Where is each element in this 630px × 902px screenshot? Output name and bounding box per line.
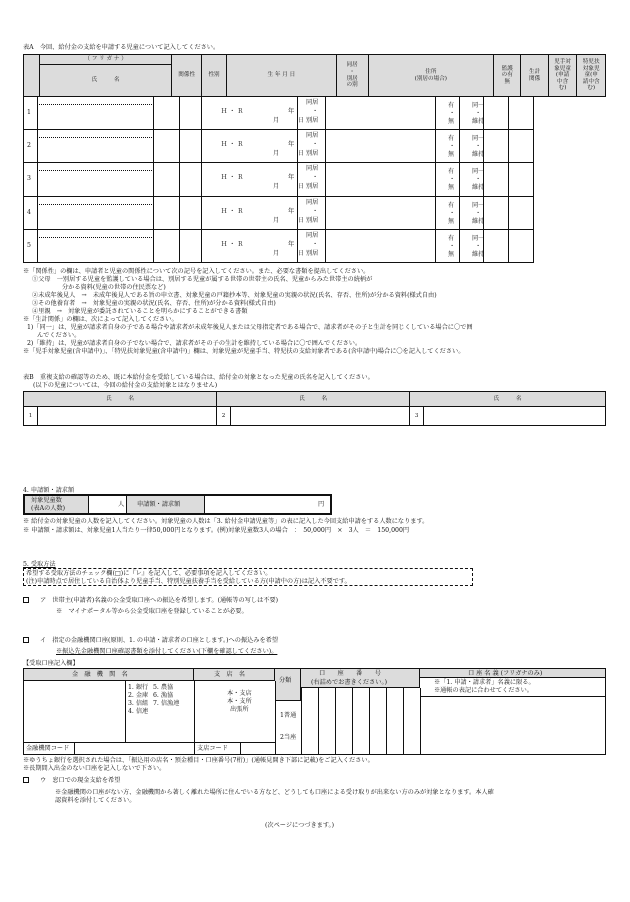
date-year-label: 年: [288, 240, 295, 248]
birthdate-cell[interactable]: [201, 229, 298, 263]
option-b-checkbox[interactable]: [23, 637, 29, 643]
table-b-num-1: 1: [24, 407, 38, 426]
table-a-title: 表A 今回、給付金の支給を申請する児童について記入してください。: [23, 44, 220, 51]
cohab-option-2: 別居: [306, 249, 319, 257]
account-digit-box[interactable]: [318, 688, 336, 755]
address-header: 住所 (別居の場合): [368, 55, 494, 97]
livelihood-option-1: 同一: [472, 102, 485, 109]
date-era-label: Ｈ ・ Ｒ: [221, 174, 244, 182]
holder-note-1: ※「1. 申請・請求者」名義に限る。: [434, 679, 535, 686]
holder-input[interactable]: [420, 697, 605, 754]
unit-person: 人: [118, 501, 125, 508]
special-allowance-header: 特児扶 対象児 童(申 請中含 む): [577, 55, 606, 97]
date-md-label: 月 日: [273, 183, 304, 191]
cohab-option-1: 同居: [306, 165, 319, 173]
row-number-label: 2: [27, 142, 31, 150]
livelihood-option-sep: ・: [475, 209, 482, 217]
cohab-option-2: 別居: [306, 216, 319, 224]
cohab-option-2: 別居: [306, 117, 319, 124]
special-allowance-cell[interactable]: [508, 229, 534, 263]
option-a-checkbox[interactable]: [23, 597, 29, 603]
custody-option-2: 無: [448, 118, 455, 125]
date-era-label: Ｈ ・ Ｒ: [221, 141, 244, 149]
livelihood-option-2: 維持: [472, 250, 485, 258]
furigana-divider: [37, 204, 154, 205]
sex-cell[interactable]: [179, 162, 202, 196]
row-number-label: 5: [27, 241, 31, 249]
child-allowance-cell[interactable]: [483, 129, 509, 163]
child-allowance-cell[interactable]: [483, 162, 509, 196]
cohab-option-1: 同居: [306, 99, 319, 106]
livelihood-option-2: 維持: [472, 217, 485, 225]
bank-type-6: 6. 漁協: [153, 692, 174, 699]
livelihood-option-1: 同一: [472, 234, 485, 242]
relation-cell[interactable]: [153, 229, 180, 263]
relation-header: 関係性: [172, 55, 202, 97]
custody-header: 監護 の有 無: [494, 55, 521, 97]
option-a-label: ア 世帯主(申請者)名義の公金受取口座への振込を希望します。(通帳等の写しは不要): [40, 597, 279, 604]
sex-cell[interactable]: [179, 96, 202, 130]
livelihood-option-2: 維持: [472, 184, 485, 192]
custody-option-1: 有: [448, 201, 455, 209]
livelihood-option-sep: ・: [475, 110, 482, 117]
account-number-header: 口 座 番 号 (右詰めでお書きください。): [301, 669, 420, 688]
section5-instruction-2: (注)申請時点で居住している自治体より児童手当、特別児童扶養手当を受給している方(申請中の方)は記入不要です。: [26, 578, 351, 585]
sex-cell[interactable]: [179, 229, 202, 263]
cohab-option-1: 同居: [306, 231, 319, 239]
table-b-name-header-1: 氏 名: [24, 392, 217, 407]
row-number-label: 4: [27, 208, 31, 216]
relation-cell[interactable]: [153, 129, 180, 163]
account-digit-box[interactable]: [403, 688, 421, 755]
relation-cell[interactable]: [153, 196, 180, 230]
cohab-option-1: 同居: [306, 132, 319, 140]
birth-header: 生 年 月 日: [227, 55, 337, 97]
custody-option-sep: ・: [449, 176, 456, 184]
account-digit-box[interactable]: [301, 688, 319, 755]
custody-option-sep: ・: [449, 143, 456, 151]
birthdate-cell[interactable]: [201, 96, 298, 130]
sex-cell[interactable]: [179, 129, 202, 163]
cohab-option-sep: ・: [312, 174, 319, 182]
address-cell[interactable]: [325, 96, 436, 130]
amount-label: 申請額・請求額: [127, 496, 205, 513]
address-cell[interactable]: [325, 162, 436, 196]
option-b-label: イ 指定の金融機関口座(原則、1. の申請・請求者の口座とします。)への振込みを希望: [40, 637, 279, 644]
table-b-name-cell-3[interactable]: [424, 407, 606, 426]
name-header: 氏 名: [39, 65, 171, 97]
option-c-note-2: 認資料を添付してください。: [55, 797, 136, 804]
relation-cell[interactable]: [153, 162, 180, 196]
child-count-label: 対象児童数 (表Aの人数): [25, 496, 89, 513]
continued-footer: (次ページにつづきます。): [265, 822, 335, 829]
option-c-note-1: ※金融機関の口座がない方、金融機関から著しく離れた場所に住んでいる方など、どうしても口座による受け取りが出来ない方のみが対象となります。本人確: [55, 789, 494, 796]
birthdate-cell[interactable]: [201, 196, 298, 230]
section4-note1: ※ 給付金の対象児童の人数を記入してください。対象児童の人数は「3. 給付金申請児童等」の表に記入した今回支給申請をする人数になります。: [23, 518, 429, 525]
bank-type-7: 7. 信漁連: [153, 700, 180, 707]
custody-option-1: 有: [448, 234, 455, 242]
livelihood-option-1: 同一: [472, 201, 485, 209]
section5-instruction-1: 希望する受取方法のチェック欄(□)に『レ』を記入して、必要事項を記入してください。: [26, 570, 272, 577]
form-page: 表A 今回、給付金の支給を申請する児童について記入してください。 （ フ リ ガ ナ ） 関係性 性別 生 年 月 日 同居 ・ 別居 の別 住所 (別居の場合) 監護 の有 無 生計 関係 児手対 象児童 (申請 中含 む) 特児扶 対象児 童(申 請中含 む) 氏 名 1 Ｈ ・ Ｒ 年 月 日 同居 ・ 別居 有 ・ 無 同一 ・ 維持 2 Ｈ ・ Ｒ 年 月 日 同居 ・ 別居 有 ・ 無 同一 ・ 維持 3 Ｈ ・ Ｒ 年 月 日 同居 ・ 別居 有 ・ 無 同一 ・ 維持 4 Ｈ ・ Ｒ 年 月 日 同居 ・ 別居 有 ・ 無 同一 ・ 維持 5 Ｈ ・ Ｒ 年 月 日 同居 ・ 別居 有 ・ 無 同一 ・ 維持 ※「関係性」の欄は、申請者と児童の関係性について次の記号を記入してください。また、必要な書類を提出してください。 ①父母 一別居する児童を監護している場合は、別居する児童が属する世帯の世帯主の氏名、児童からみた世帯主の続柄が 分かる資料(児童の世帯の住民票など) ②未成年後見人 → 未成年後見人である旨の申立書、対象児童の戸籍抄本等、対象児童の実親の状況(氏名、存否、住所)が分かる資料(様式自由) ③その他養育者 → 対象児童の実親の状況(氏名、存否、住所)が分かる資料(様式自由) ④里親 → 対象児童が委託されていることを明らかにすることができる書類 ※「生計関係」の欄は、次によって記入してください。 1)「同一」は、児童が請求者自身の子である場合や請求者が未成年後見人または父母指定者である場合で、請求者がその子と生計を同じくしている場合に〇で囲 んでください。 2)「維持」は、児童が請求者自身の子でない場合で、請求者がその子の生計を維持している場合に〇で囲んでください。 ※「児手対象児童(含申請中)」、「特児扶対象児童(含申請中)」欄は、対象児童が児童手当、特児扶の支給対象者である(含申請中)場合に〇を記入してください。 表B 重複支給の確認等のため、既に本給付金を受給している場合は、給付金の対象となった児童の氏名を記入してください。 (以下の児童については、今回の給付金の支給対象とはなりません) 氏 名 氏 名 氏 名 1 2 3 4. 申請額・請求額 対象児童数 (表Aの人数) 人 申請額・請求額 円 ※ 給付金の対象児童の人数を記入してください。対象児童の人数は「3. 給付金申請児童等」の表に記入した今回支給申請をする人数になります。 ※ 申請額・請求額は、対象児童1人当たり一律50,000円となります。(例)対象児童数3人の場合 ： 50,000円 × 3人 ＝ 150,000円 5. 受取方法 希望する受取方法のチェック欄(□)に『レ』を記入して、必要事項を記入してください。 (注)申請時点で居住している自治体より児童手当、特別児童扶養手当を受給している方(申請中の方)は記入不要です。 ア 世帯主(申請者)名義の公金受取口座への振込を希望します。(通帳等の写しは不要) ※ マイナポータル等から公金受取口座を登録していることが必要。 イ 指定の金融機関口座(原則、1. の申請・請求者の口座とします。)への振込みを希望 ※振込先金融機関口座確認書類を添付してください(下欄を確認してください)。 【受取口座記入欄】 金 融 機 関 名 支 店 名 分類 口 座 番 号 (右詰めでお書きください。) 口 座 名 義 (フリガナのみ) ※「1. 申請・請求者」名義に限る。 ※通帳の表記に合わせてください。 1. 銀行 2. 金庫 3. 信組 4. 信連 5. 農協 6. 漁協 7. 信漁連 金融機関コード 本・支店 本・支所 出張所 支店コード 1普通 2当座 ※ゆうちょ銀行を選択された場合は、「振込用の店名・預金種目・口座番号(7桁)」(通帳見開き下部に記載)をご記入ください。 ※長期間入出金のない口座を記入しないで下さい。 ウ 窓口での現金支給を希望 ※金融機関の口座がない方、金融機関から著しく離れた場所に住んでいる方など、どうしても口座による受け取りが出来ない方のみが対象となります。本人確 認資料を添付してください。 (次ページにつづきます。): [0, 0, 630, 902]
child-name-cell[interactable]: [37, 162, 154, 196]
account-entry-title: 【受取口座記入欄】: [23, 660, 79, 667]
branch-code-input[interactable]: [240, 743, 275, 754]
table-b-num-3: 3: [410, 407, 424, 426]
special-allowance-cell[interactable]: [508, 96, 534, 130]
date-year-label: 年: [288, 174, 295, 182]
address-cell[interactable]: [325, 229, 436, 263]
branch-name-input[interactable]: [195, 681, 225, 742]
child-allowance-header: 児手対 象児童 (申請 中含 む): [548, 55, 577, 97]
branch-name-header: 支 店 名: [194, 669, 275, 681]
bank-type-3: 3. 信組: [128, 700, 149, 707]
unit-yen: 円: [318, 501, 325, 508]
note-dormant: ※長期間入出金のない口座を記入しないで下さい。: [23, 765, 166, 772]
table-b-subtitle: (以下の児童については、今回の給付金の支給対象とはなりません): [33, 382, 218, 389]
cohab-option-sep: ・: [312, 141, 319, 149]
table-b-name-cell-1[interactable]: [37, 407, 216, 426]
custody-option-2: 無: [448, 184, 455, 192]
bank-name-input[interactable]: [24, 681, 126, 742]
child-name-cell[interactable]: [37, 196, 154, 230]
address-cell[interactable]: [325, 129, 436, 163]
livelihood-option-sep: ・: [475, 176, 482, 184]
section4-note2: ※ 申請額・請求額は、対象児童1人当たり一律50,000円となります。(例)対象児童数3人の場合 ： 50,000円 × 3人 ＝ 150,000円: [23, 527, 410, 534]
table-b: [23, 391, 606, 426]
cohab-option-2: 別居: [306, 183, 319, 191]
date-md-label: 月 日: [273, 216, 304, 224]
furigana-header: （ フ リ ガ ナ ）: [39, 55, 171, 65]
bank-type-2: 2. 金庫: [128, 692, 149, 699]
custody-option-2: 無: [448, 250, 455, 258]
custody-option-sep: ・: [449, 209, 456, 217]
furigana-divider: [37, 237, 154, 238]
table-b-num-2: 2: [217, 407, 231, 426]
cohab-option-sep: ・: [312, 207, 319, 215]
furigana-divider: [37, 104, 154, 105]
child-name-cell[interactable]: [37, 96, 154, 130]
table-b-name-header-2: 氏 名: [217, 392, 410, 407]
furigana-divider: [37, 137, 154, 138]
custody-option-2: 無: [448, 151, 455, 159]
child-name-cell[interactable]: [37, 129, 154, 163]
special-allowance-cell[interactable]: [508, 162, 534, 196]
bank-type-5: 5. 農協: [153, 684, 174, 691]
custody-option-1: 有: [448, 102, 455, 109]
cohab-option-1: 同居: [306, 198, 319, 206]
livelihood-option-1: 同一: [472, 168, 485, 176]
account-type-2: 2当座: [280, 734, 297, 741]
option-a-note: ※ マイナポータル等から公金受取口座を登録していることが必要。: [56, 608, 248, 615]
date-md-label: 月 日: [273, 117, 304, 124]
table-b-title: 表B 重複支給の確認等のため、既に本給付金を受給している場合は、給付金の対象となった児童の氏名を記入してください。: [23, 374, 374, 381]
branch-type-2: 本・支所: [227, 698, 252, 705]
table-a: [23, 54, 606, 97]
row-number-label: 3: [27, 175, 31, 183]
custody-option-sep: ・: [449, 110, 456, 117]
address-cell[interactable]: [325, 196, 436, 230]
bank-type-4: 4. 信連: [128, 708, 149, 715]
date-year-label: 年: [288, 207, 295, 215]
furigana-divider: [37, 170, 154, 171]
livelihood-option-1: 同一: [472, 135, 485, 143]
branch-code-label: 支店コード: [197, 745, 228, 752]
sex-header: 性別: [202, 55, 227, 97]
option-b-note: ※振込先金融機関口座確認書類を添付してください(下欄を確認してください)。: [56, 648, 278, 655]
birthdate-cell[interactable]: [201, 129, 298, 163]
date-year-label: 年: [288, 141, 295, 149]
note-yucho: ※ゆうちょ銀行を選択された場合は、「振込用の店名・預金種目・口座番号(7桁)」(通帳見開き下部に記載)をご記入ください。: [23, 757, 374, 764]
child-allowance-cell[interactable]: [483, 96, 509, 130]
child-name-cell[interactable]: [37, 229, 154, 263]
birthdate-cell[interactable]: [201, 162, 298, 196]
custody-option-sep: ・: [449, 242, 456, 250]
livelihood-header: 生計 関係: [521, 55, 548, 97]
livelihood-option-sep: ・: [475, 242, 482, 250]
date-md-label: 月 日: [273, 150, 304, 158]
cohab-option-sep: ・: [312, 240, 319, 248]
date-year-label: 年: [288, 108, 295, 115]
date-era-label: Ｈ ・ Ｒ: [221, 108, 244, 115]
bank-code-input[interactable]: [74, 743, 194, 754]
account-digit-box[interactable]: [352, 688, 370, 755]
livelihood-option-2: 維持: [472, 118, 485, 125]
sex-cell[interactable]: [179, 196, 202, 230]
branch-type-1: 本・支店: [227, 690, 252, 697]
date-md-label: 月 日: [273, 249, 304, 257]
livelihood-option-2: 維持: [472, 151, 485, 159]
account-digit-box[interactable]: [386, 688, 404, 755]
date-era-label: Ｈ ・ Ｒ: [221, 240, 244, 248]
option-c-checkbox[interactable]: [23, 777, 29, 783]
section4-title: 4. 申請額・請求額: [23, 487, 75, 494]
table-b-name-header-3: 氏 名: [410, 392, 606, 407]
livelihood-option-sep: ・: [475, 143, 482, 151]
child-allowance-cell[interactable]: [483, 196, 509, 230]
custody-option-1: 有: [448, 135, 455, 143]
bank-name-header: 金 融 機 関 名: [24, 669, 194, 681]
date-era-label: Ｈ ・ Ｒ: [221, 207, 244, 215]
cohab-header: 同居 ・ 別居 の別: [336, 55, 368, 97]
special-allowance-cell[interactable]: [508, 129, 534, 163]
table-b-name-cell-2[interactable]: [231, 407, 410, 426]
relation-cell[interactable]: [153, 96, 180, 130]
bank-code-label: 金融機関コード: [26, 745, 70, 752]
custody-option-2: 無: [448, 217, 455, 225]
account-digit-box[interactable]: [369, 688, 387, 755]
amount-input[interactable]: [205, 496, 329, 513]
account-digit-box[interactable]: [335, 688, 353, 755]
branch-type-3: 出張所: [230, 706, 249, 713]
row-number-label: 1: [27, 109, 31, 116]
custody-option-1: 有: [448, 168, 455, 176]
child-allowance-cell[interactable]: [483, 229, 509, 263]
special-allowance-cell[interactable]: [508, 196, 534, 230]
holder-note-2: ※通帳の表記に合わせてください。: [434, 687, 533, 694]
cohab-option-sep: ・: [312, 108, 319, 115]
option-c-label: ウ 窓口での現金支給を希望: [40, 777, 121, 784]
cohab-option-2: 別居: [306, 150, 319, 158]
account-type-header: 分類: [275, 669, 301, 701]
holder-header: 口 座 名 義 (フリガナのみ): [420, 669, 605, 678]
bank-type-1: 1. 銀行: [128, 684, 149, 691]
account-type-1: 1普通: [280, 712, 297, 719]
section5-title: 5. 受取方法: [23, 561, 56, 568]
branch-type-divider: [275, 681, 276, 755]
